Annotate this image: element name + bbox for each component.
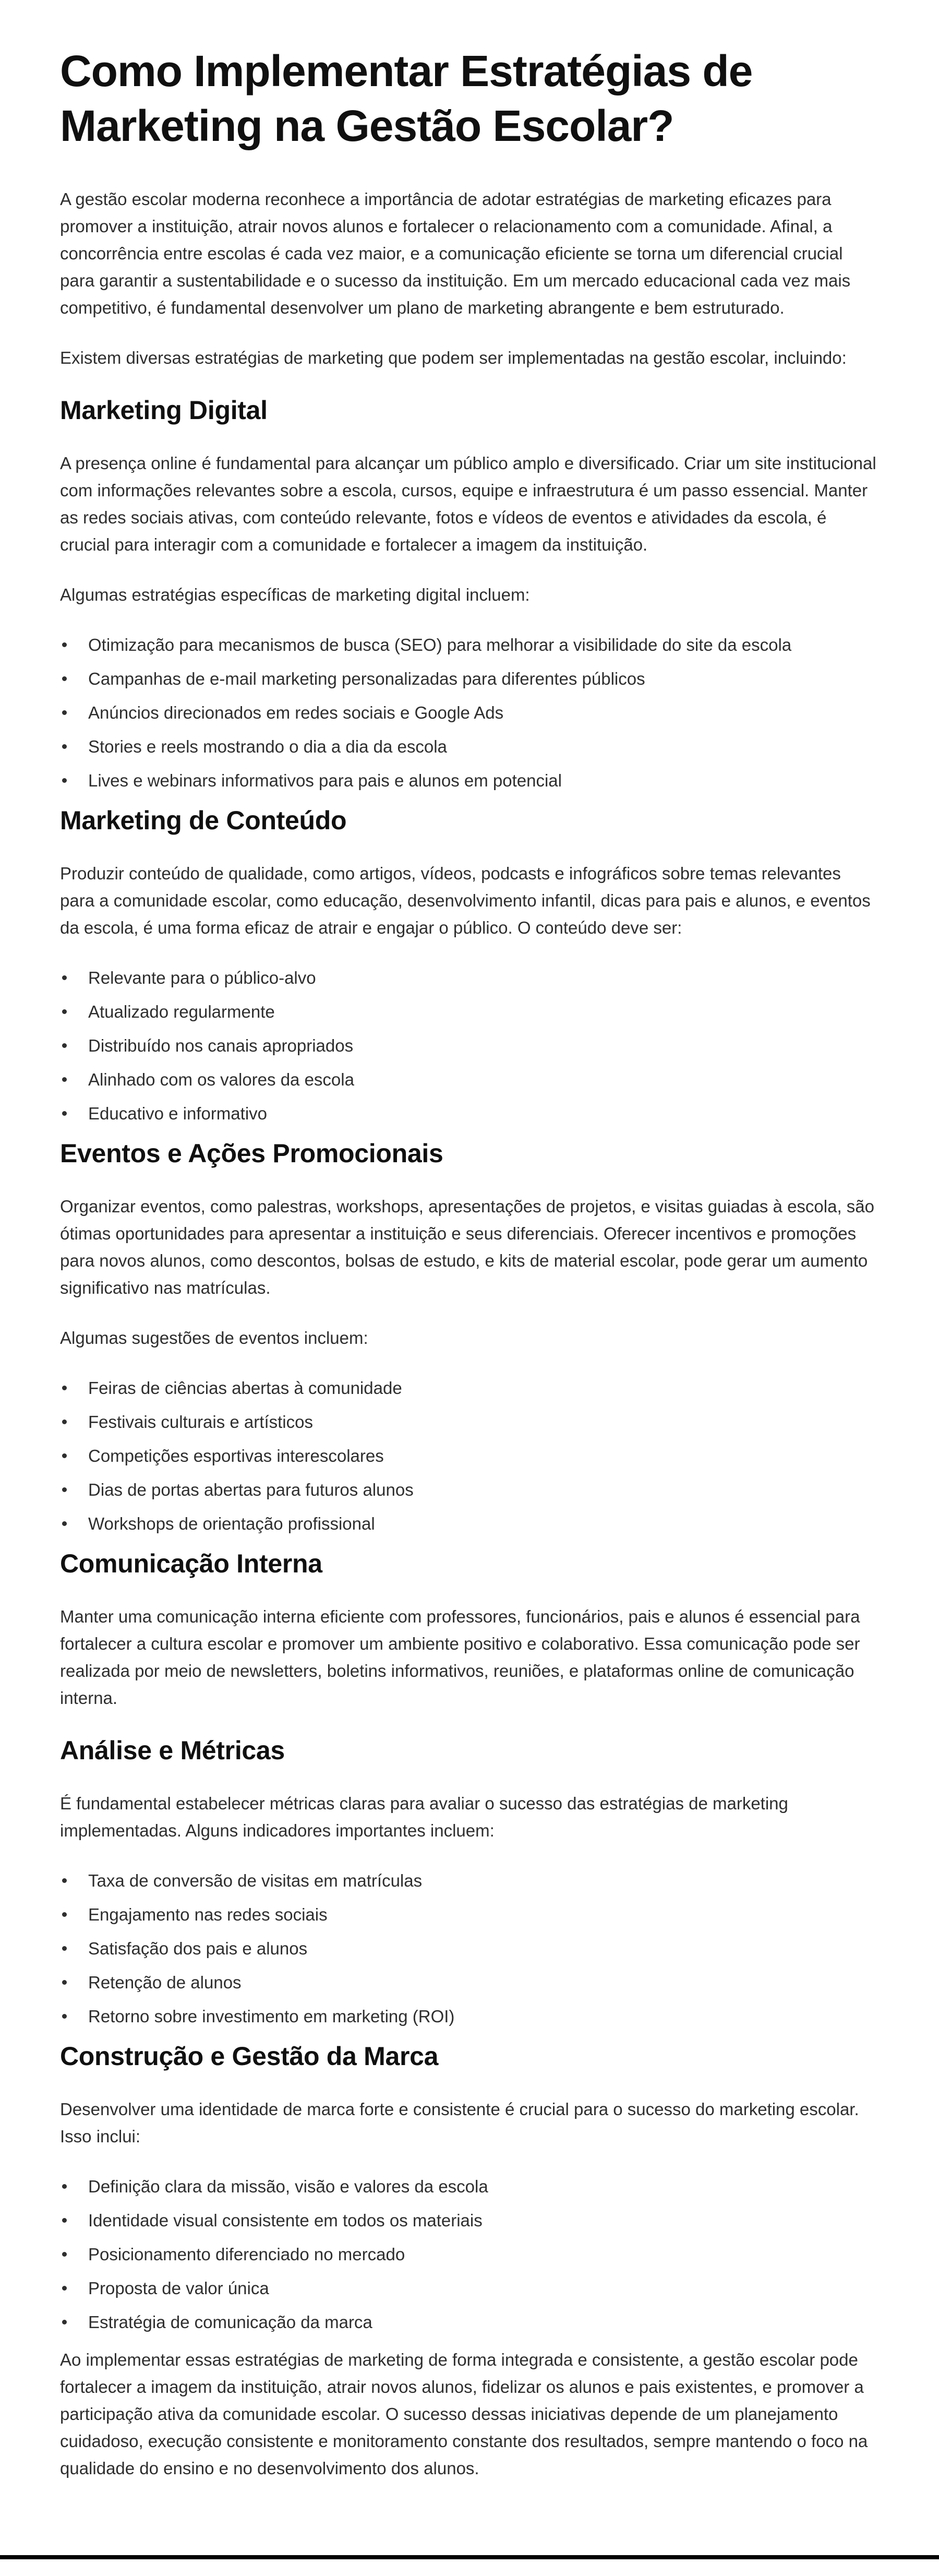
bullet-item: Engajamento nas redes sociais — [60, 1901, 879, 1928]
bullet-item: Proposta de valor única — [60, 2275, 879, 2302]
paragraph: Manter uma comunicação interna eficiente com professores, funcionários, pais e alunos é essencial para fortalecer a cultura escolar e promover um ambiente positivo e colaborativo. Essa comunicação pode ser realizada por meio de newsletters, boletins informativos, reuniões, e plataformas online de comunicação interna. — [60, 1607, 860, 1708]
bullet-item: Retenção de alunos — [60, 1969, 879, 1996]
bullet-item: Competições esportivas interescolares — [60, 1442, 879, 1470]
section-marketing-de-conteudo — [60, 805, 879, 1127]
bullet-list — [60, 1375, 879, 1537]
bullet-item: Retorno sobre investimento em marketing (ROI) — [60, 2003, 879, 2030]
bullet-item: Taxa de conversão de visitas em matrículas — [60, 1867, 879, 1894]
paragraph: Algumas estratégias específicas de marketing digital incluem: — [60, 585, 530, 604]
bullet-item: Posicionamento diferenciado no mercado — [60, 2241, 879, 2268]
section-heading: Análise e Métricas — [60, 1736, 285, 1765]
section-comunicacao-interna — [60, 1548, 879, 1712]
bullet-item: Anúncios direcionados em redes sociais e Google Ads — [60, 699, 879, 726]
section-analise-e-metricas — [60, 1735, 879, 2030]
paragraph: A presença online é fundamental para alcançar um público amplo e diversificado. Criar um site institucional com informações relevantes sobre a escola, cursos, equipe e infraestrutura é um passo essencial. Manter as redes sociais ativas, com conteúdo relevante, fotos e vídeos de eventos e atividades da escola, é crucial para interagir com a comunidade e fortalecer a imagem da instituição. — [60, 454, 876, 554]
bullet-item: Estratégia de comunicação da marca — [60, 2309, 879, 2336]
closing-paragraph: Ao implementar essas estratégias de marketing de forma integrada e consistente, a gestão escolar pode fortalecer a imagem da instituição, atrair novos alunos, fidelizar os alunos e pais existentes, e promover a participação ativa da comunidade escolar. O sucesso dessas iniciativas depende de um planejamento cuidadoso, execução consistente e monitoramento constante dos resultados, sempre mantendo o foco na qualidade do ensino e no desenvolvimento dos alunos. — [60, 2350, 868, 2478]
bullet-item: Feiras de ciências abertas à comunidade — [60, 1375, 879, 1402]
section-heading: Eventos e Ações Promocionais — [60, 1139, 443, 1168]
bullet-item: Workshops de orientação profissional — [60, 1510, 879, 1537]
section-heading: Construção e Gestão da Marca — [60, 2042, 439, 2071]
bullet-list — [60, 964, 879, 1127]
bullet-item: Lives e webinars informativos para pais e alunos em potencial — [60, 767, 879, 794]
footer-top-edge — [0, 2555, 939, 2559]
page-title: Como Implementar Estratégias de Marketing na Gestão Escolar? — [60, 46, 753, 150]
bullet-list — [60, 631, 879, 794]
bullet-list — [60, 2173, 879, 2336]
section-marketing-digital — [60, 395, 879, 794]
bullet-item: Relevante para o público-alvo — [60, 964, 879, 992]
bullet-item: Alinhado com os valores da escola — [60, 1066, 879, 1093]
bullet-item: Festivais culturais e artísticos — [60, 1409, 879, 1436]
bullet-item: Atualizado regularmente — [60, 998, 879, 1025]
bullet-item: Definição clara da missão, visão e valores da escola — [60, 2173, 879, 2200]
section-heading: Comunicação Interna — [60, 1549, 322, 1578]
bullet-item: Otimização para mecanismos de busca (SEO) para melhorar a visibilidade do site da escola — [60, 631, 879, 659]
section-heading: Marketing de Conteúdo — [60, 806, 347, 835]
bullet-item: Dias de portas abertas para futuros alunos — [60, 1476, 879, 1504]
paragraph: Organizar eventos, como palestras, workshops, apresentações de projetos, e visitas guiadas à escola, são ótimas oportunidades para apresentar a instituição e seus diferenciais. Oferecer incentivos e promoções para novos alunos, como descontos, bolsas de estudo, e kits de material escolar, pode gerar um aumento significativo nas matrículas. — [60, 1197, 875, 1297]
paragraph: Algumas sugestões de eventos incluem: — [60, 1328, 368, 1347]
paragraph: É fundamental estabelecer métricas claras para avaliar o sucesso das estratégias de marketing implementadas. Alguns indicadores importantes incluem: — [60, 1794, 788, 1840]
bullet-item: Stories e reels mostrando o dia a dia da escola — [60, 733, 879, 760]
bottom-spacer — [0, 2505, 939, 2555]
article — [60, 44, 879, 2482]
section-heading: Marketing Digital — [60, 396, 268, 425]
bullet-item: Distribuído nos canais apropriados — [60, 1032, 879, 1059]
intro-paragraph: Existem diversas estratégias de marketing que podem ser implementadas na gestão escolar, incluindo: — [60, 348, 847, 367]
bullet-item: Identidade visual consistente em todos os materiais — [60, 2207, 879, 2234]
section-construcao-e-gestao-da-marca — [60, 2041, 879, 2336]
paragraph: Produzir conteúdo de qualidade, como artigos, vídeos, podcasts e infográficos sobre temas relevantes para a comunidade escolar, como educação, desenvolvimento infantil, dicas para pais e alunos, e eventos da escola, é uma forma eficaz de atrair e engajar o público. O conteúdo deve ser: — [60, 864, 871, 937]
intro-paragraph: A gestão escolar moderna reconhece a importância de adotar estratégias de marketing eficazes para promover a instituição, atrair novos alunos e fortalecer o relacionamento com a comunidade. Afinal, a concorrência entre escolas é cada vez maior, e a comunicação eficiente se torna um diferencial crucial para garantir a sustentabilidade e o sucesso da instituição. Em um mercado educacional cada vez mais competitivo, é fundamental desenvolver um plano de marketing abrangente e bem estruturado. — [60, 189, 851, 317]
bullet-item: Campanhas de e-mail marketing personalizadas para diferentes públicos — [60, 665, 879, 693]
paragraph: Desenvolver uma identidade de marca forte e consistente é crucial para o sucesso do marketing escolar. Isso inclui: — [60, 2100, 859, 2146]
bullet-item: Satisfação dos pais e alunos — [60, 1935, 879, 1962]
bullet-list — [60, 1867, 879, 2030]
bullet-item: Educativo e informativo — [60, 1100, 879, 1127]
section-eventos-e-acoes-promocionais — [60, 1138, 879, 1537]
